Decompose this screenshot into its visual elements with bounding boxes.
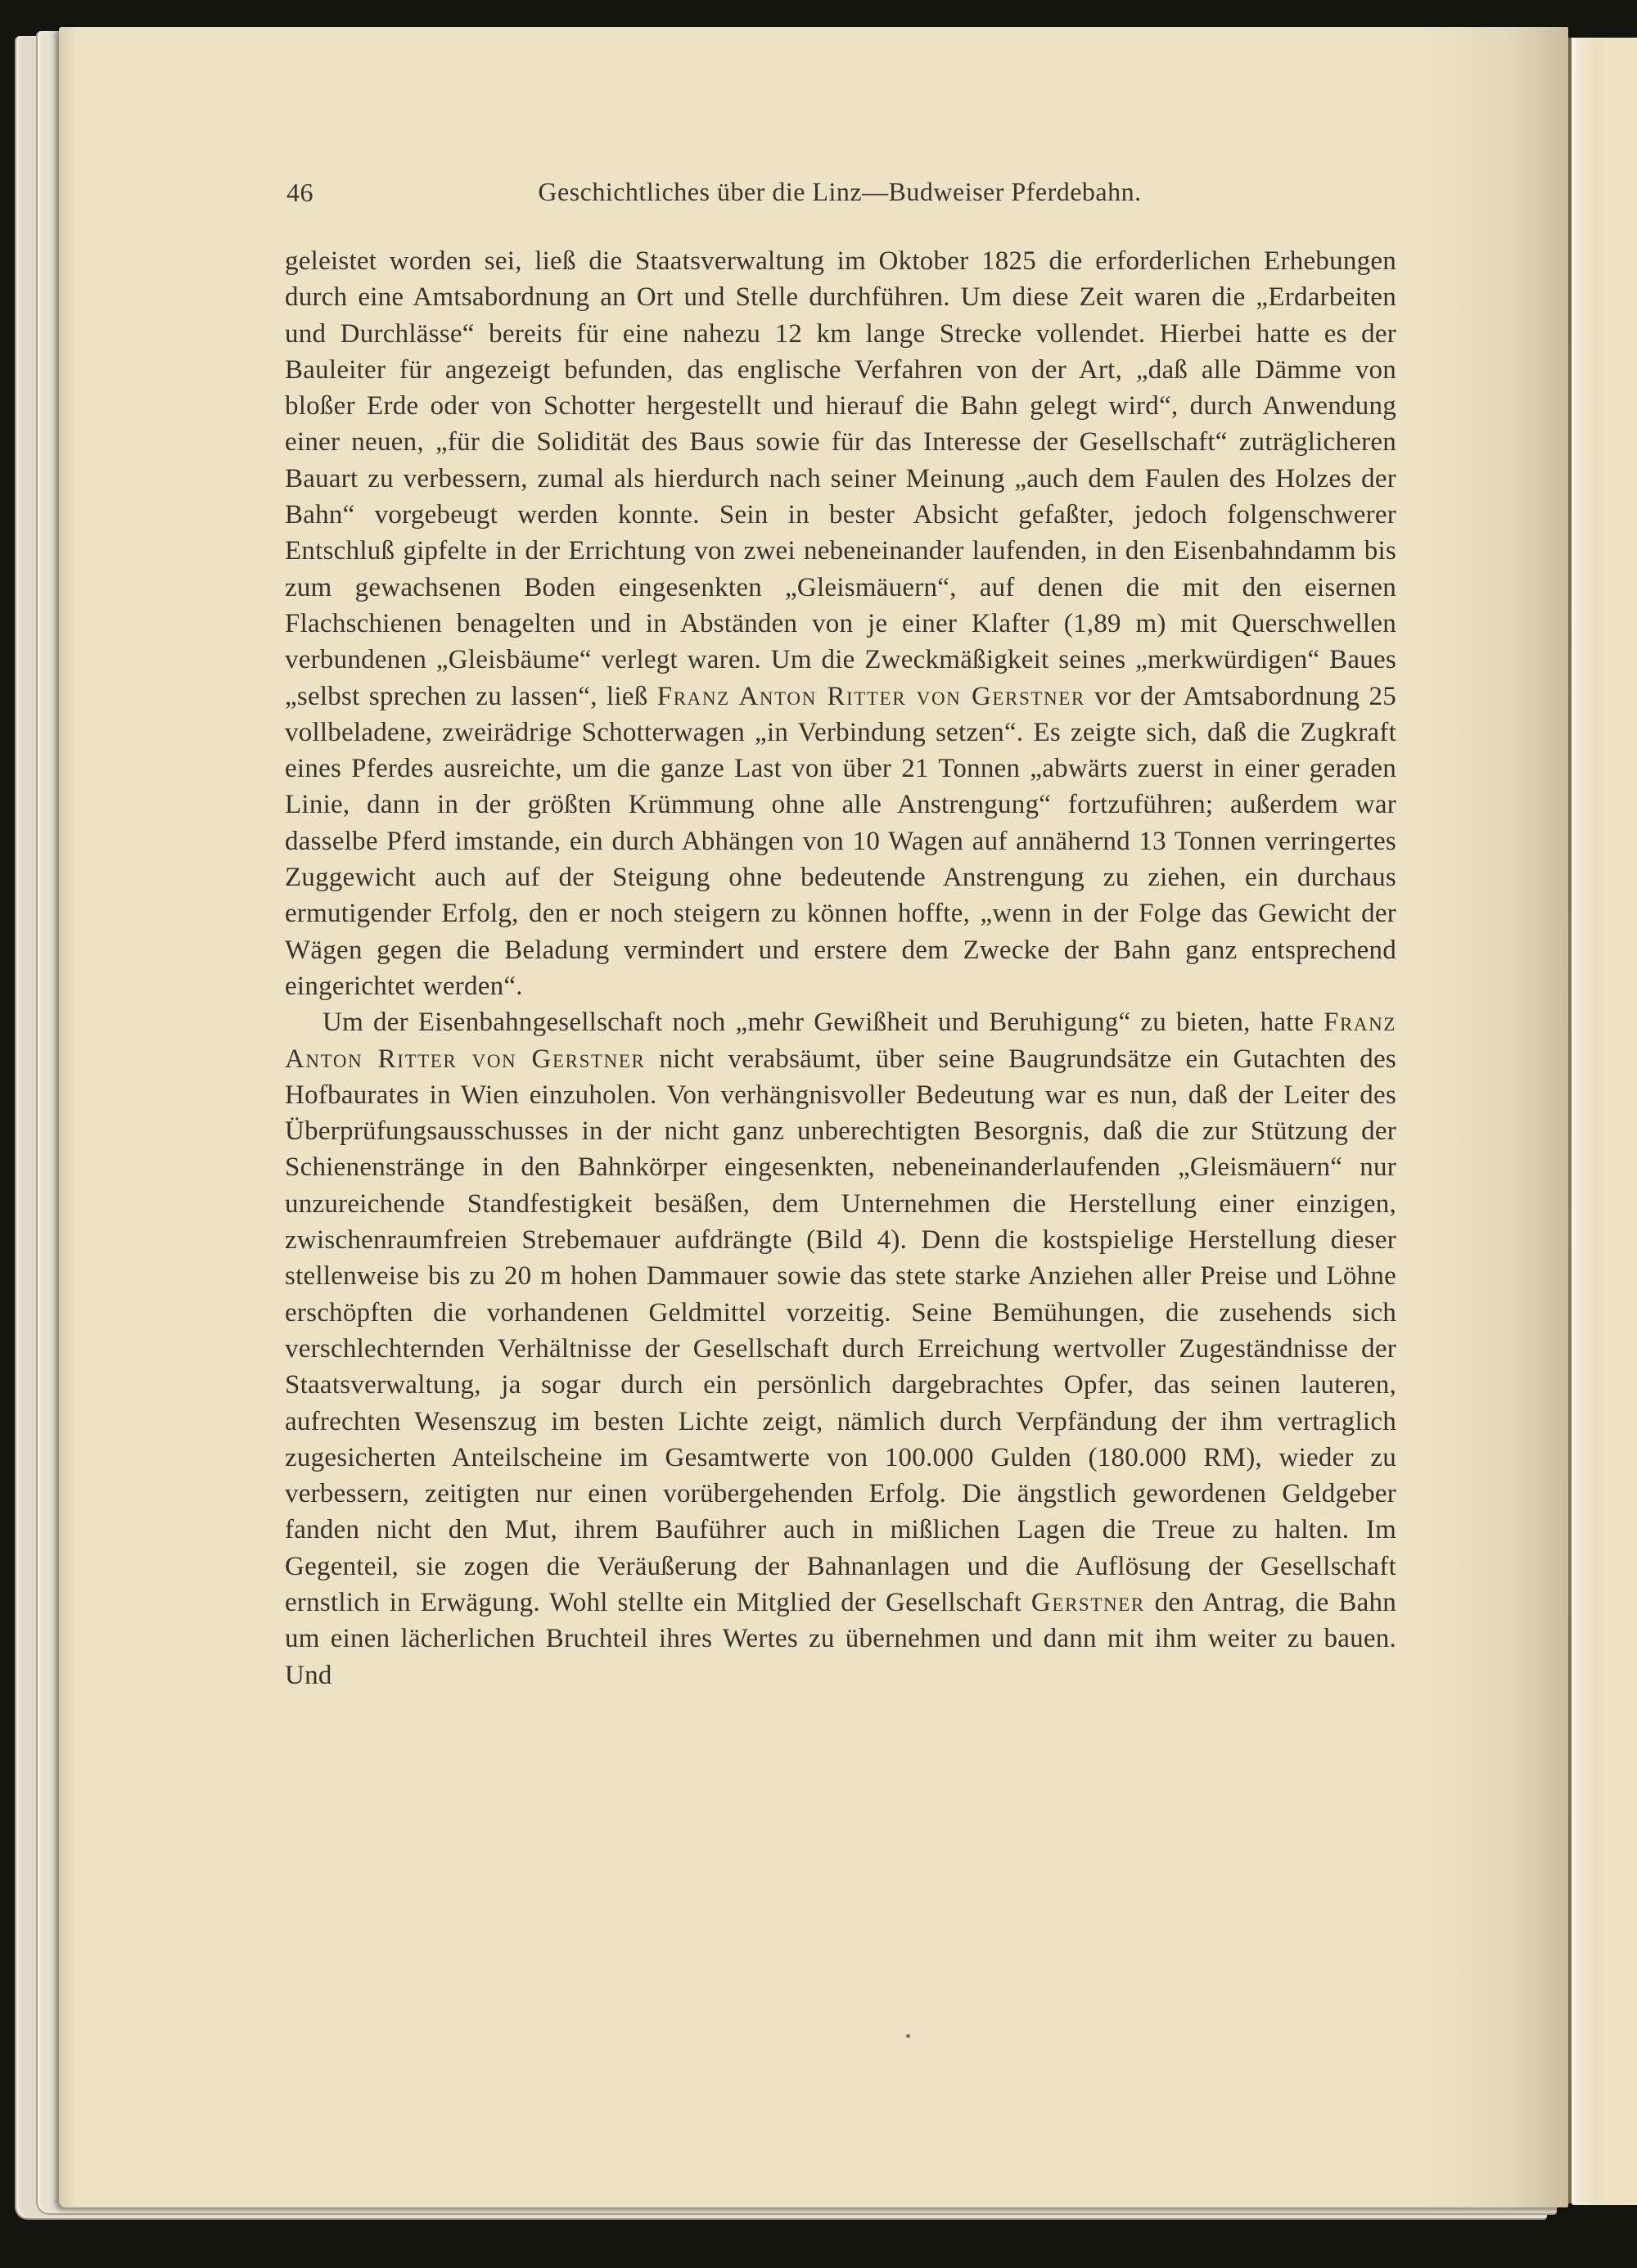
person-name-smallcaps: Franz Anton Ritter von Gerstner xyxy=(285,1008,1396,1074)
text-segment: geleistet worden sei, ließ die Staatsverwaltung im Oktober 1825 die erforderlichen Erhebungen durch eine Amtsabordnung an Ort und Stelle durchführen. Um diese Zeit waren die „Erdarbeiten und Durchlässe“ bereits für eine nahezu 12 km lange Strecke vollendet. Hierbei hatte es der Bauleiter für angezeigt befunden, das englische Verfahren von der Art, „daß alle Dämme von bloßer Erde oder von Schotter hergestellt und hierauf die Bahn gelegt wird“, durch Anwendung einer neuen, „für die Solidität des Baus sowie für das Interesse der Gesellschaft“ zuträglicheren Bauart zu verbessern, zumal als hierdurch nach seiner Meinung „auch dem Faulen des Holzes der Bahn“ vorgebeugt werden konnte. Sein in bester Absicht gefaßter, jedoch folgenschwerer Entschluß gipfelte in der Errichtung von zwei nebeneinander laufenden, in den Eisenbahndamm bis zum gewachsenen Boden eingesenkten „Gleismäuern“, auf denen die mit den eisernen Flachschienen benagelten und in Abständen von je einer Klafter (1,89 m) mit Querschwellen verbundenen „Gleisbäume“ verlegt waren. Um die Zweckmäßigkeit seines „merkwürdigen“ Baues „selbst sprechen zu lassen“, ließ xyxy=(285,246,1396,711)
page-number: 46 xyxy=(286,178,313,207)
text-segment: den Antrag, die Bahn um einen lächerlichen Bruchteil ihres Wertes zu übernehmen und dann mit ihm weiter zu bauen. Und xyxy=(285,1587,1396,1690)
book-page xyxy=(59,27,1568,2207)
page-header xyxy=(285,177,1395,207)
person-name-smallcaps: Gerstner xyxy=(1030,1587,1145,1617)
facing-page-edge xyxy=(1572,38,1637,2205)
text-segment: vor der Amtsabordnung 25 vollbeladene, zweirädrige Schotterwagen „in Verbindung setzen“. Es zeigte sich, daß die Zugkraft eines Pferdes ausreichte, um die ganze Last von über 21 Tonnen „abwärts zuerst in einer geraden Linie, dann in der größten Krümmung ohne alle Anstrengung“ fortzuführen; außerdem war dasselbe Pferd imstande, ein durch Abhängen von 10 Wagen auf annähernd 13 Tonnen verringertes Zuggewicht auch auf der Steigung ohne bedeutende Anstrengung zu ziehen, ein durchaus ermutigender Erfolg, den er noch steigern zu können hoffte, „wenn in der Folge das Gewicht der Wägen gegen die Beladung vermindert und erstere dem Zwecke der Bahn ganz entsprechend eingerichtet werden“. xyxy=(285,681,1397,1001)
running-header: Geschichtliches über die Linz—Budweiser Pferdebahn. xyxy=(538,177,1142,206)
text-segment: nicht verabsäumt, über seine Baugrundsätze ein Gutachten des Hofbaurates in Wien einzuholen. Von verhängnisvoller Bedeutung war es nun, daß der Leiter des Überprüfungsausschusses in der nicht ganz unberechtigten Besorgnis, daß die zur Stützung der Schienenstränge in den Bahnkörper eingesenkten, nebeneinanderlaufenden „Gleismäuern“ nur unzureichende Standfestigkeit besäßen, dem Unternehmen die Herstellung einer einzigen, zwischenraumfreien Strebemauer aufdrängte (Bild 4). Denn die kostspielige Herstellung dieser stellenweise bis zu 20 m hohen Dammauer sowie das stete starke Anziehen aller Preise und Löhne erschöpften die vorhandenen Geldmittel vorzeitig. Seine Bemühungen, die zusehends sich verschlechternden Verhältnisse der Gesellschaft durch Erreichung wertvoller Zugeständnisse der Staatsverwaltung, ja sogar durch ein persönlich dargebrachtes Opfer, das seinen lauteren, aufrechten Wesenszug im besten Lichte zeigt, nämlich durch Verpfändung der ihm vertraglich zugesicherten Anteilscheine im Gesamtwerte von 100.000 Gulden (180.000 RM), wieder zu verbessern, zeitigten nur einen vorübergehenden Erfolg. Die ängstlich gewordenen Geldgeber fanden nicht den Mut, ihrem Bauführer auch in mißlichen Lagen die Treue zu halten. Im Gegenteil, sie zogen die Veräußerung der Bahnanlagen und die Auflösung der Gesellschaft ernstlich in Erwägung. Wohl stellte ein Mitglied der Gesellschaft xyxy=(285,1044,1396,1617)
paper-speck xyxy=(906,2034,910,2038)
text-segment: Um der Eisenbahngesellschaft noch „mehr Gewißheit und Beruhigung“ zu bieten, hatte xyxy=(322,1008,1324,1038)
paragraph xyxy=(285,243,1396,1004)
person-name-smallcaps: Franz Anton Ritter von Gerstner xyxy=(656,681,1085,711)
paragraph xyxy=(285,1004,1396,1693)
page-body xyxy=(285,243,1396,1693)
